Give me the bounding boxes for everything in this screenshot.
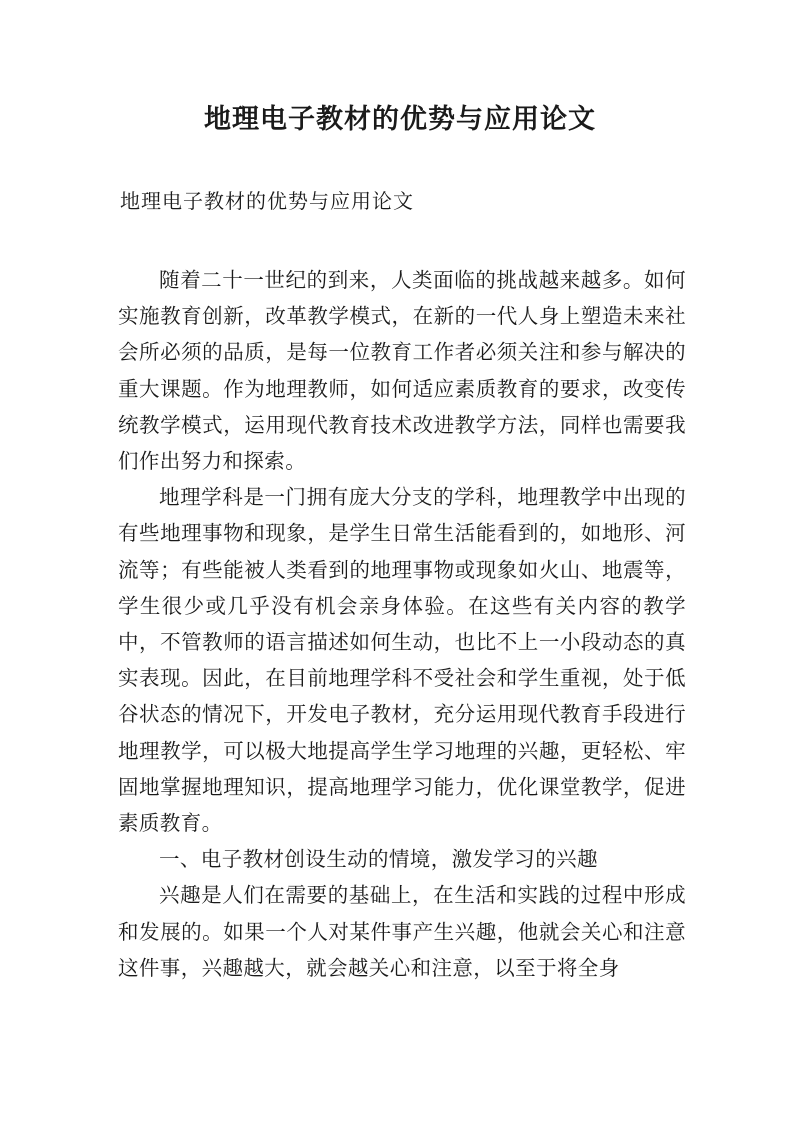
document-body bbox=[118, 262, 686, 986]
paragraph-1: 随着二十一世纪的到来，人类面临的挑战越来越多。如何实施教育创新，改革教学模式，在新的一代人身上塑造未来社会所必须的品质，是每一位教育工作者必须关注和参与解决的重大课题。作为地理教师，如何适应素质教育的要求，改变传统教学模式，运用现代教育技术改进教学方法，同样也需要我们作出努力和探索。 bbox=[118, 268, 686, 474]
section-heading-1: 一、电子教材创设生动的情境，激发学习的兴趣 bbox=[159, 847, 598, 872]
document-subtitle: 地理电子教材的优势与应用论文 bbox=[120, 189, 414, 213]
paragraph-2: 地理学科是一门拥有庞大分支的学科，地理教学中出现的有些地理事物和现象，是学生日常生活能看到的，如地形、河流等；有些能被人类看到的地理事物或现象如火山、地震等，学生很少或几乎没有机会亲身体验。在这些有关内容的教学中，不管教师的语言描述如何生动，也比不上一小段动态的真实表现。因此，在目前地理学科不受社会和学生重视，处于低谷状态的情况下，开发电子教材，充分运用现代教育手段进行地理教学，可以极大地提高学生学习地理的兴趣，更轻松、牢固地掌握地理知识，提高地理学习能力，优化课堂教学，促进素质教育。 bbox=[118, 485, 686, 836]
document-title: 地理电子教材的优势与应用论文 bbox=[204, 104, 596, 135]
paragraph-3: 兴趣是人们在需要的基础上，在生活和实践的过程中形成和发展的。如果一个人对某件事产生兴趣，他就会关心和注意这件事，兴趣越大，就会越关心和注意，以至于将全身 bbox=[118, 883, 686, 980]
